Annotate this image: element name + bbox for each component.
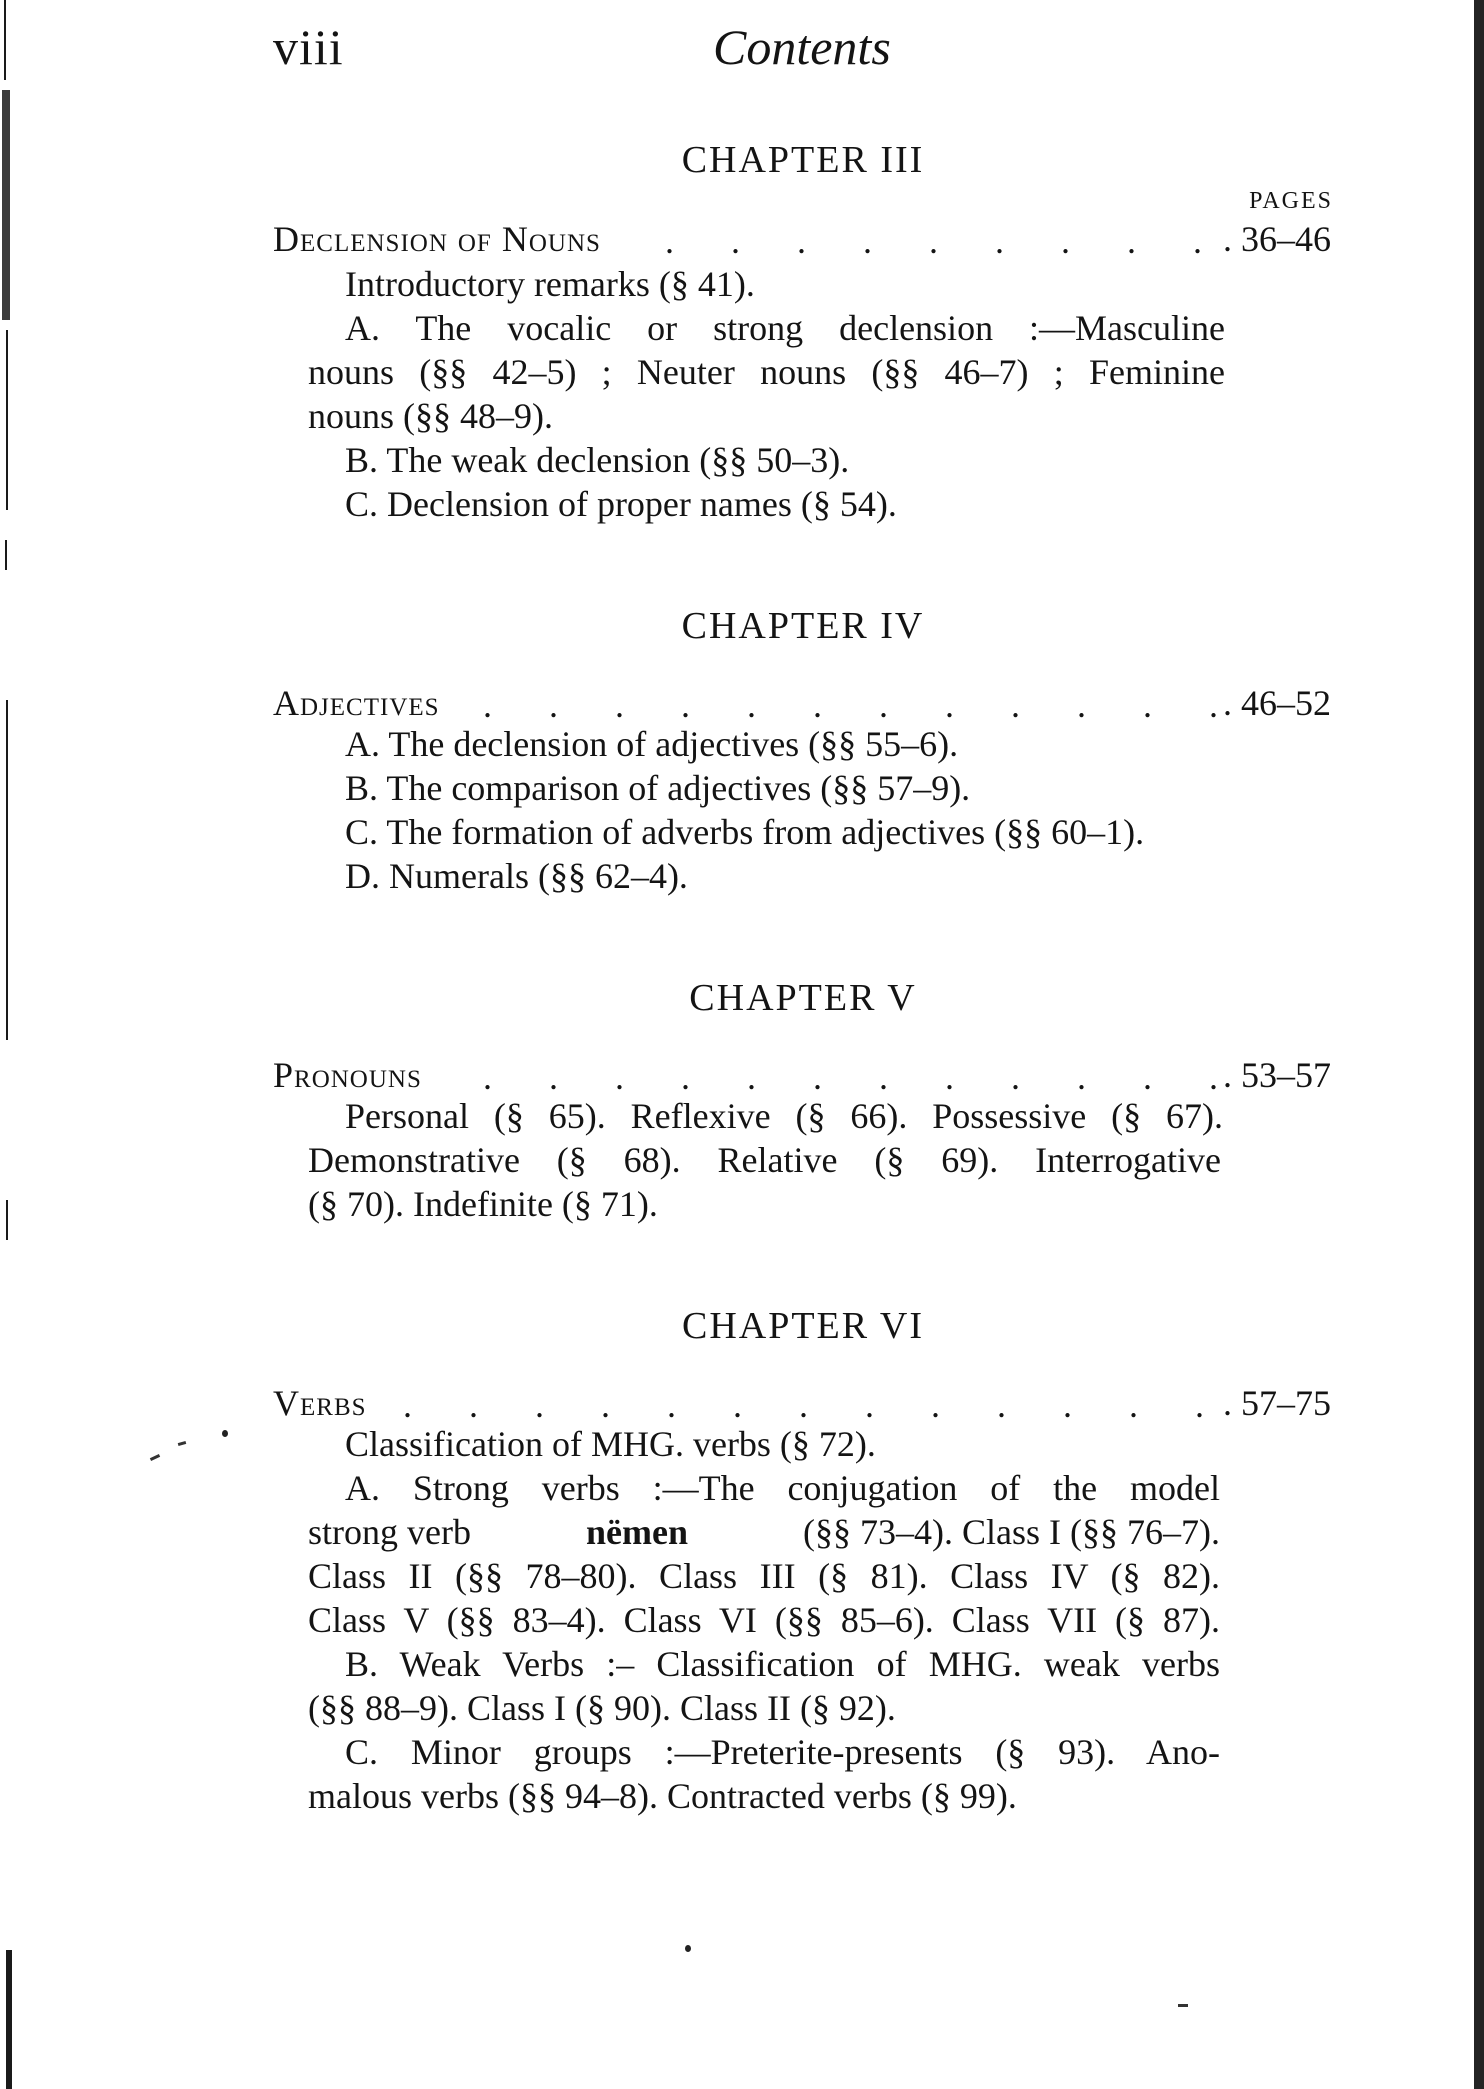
scan-speck — [1178, 2004, 1188, 2007]
contents-line: Personal (§ 65). Reflexive (§ 66). Possessive (§ 67). — [345, 1096, 1223, 1136]
entry-title: Declension of Nouns — [273, 219, 601, 259]
page-range: . 53–57 — [1223, 1055, 1331, 1095]
chapter-heading: CHAPTER IV — [681, 605, 925, 647]
contents-line: A. The vocalic or strong declension :—Masculine — [345, 308, 1225, 348]
page-number: viii — [273, 19, 344, 75]
chapter-heading: CHAPTER V — [689, 977, 917, 1019]
pages-column-label: PAGES — [1249, 188, 1333, 214]
page-range: . 57–75 — [1223, 1383, 1331, 1423]
dot-leaders: . . . . . . . . . . . . — [483, 1057, 1242, 1097]
chapter-heading: CHAPTER VI — [681, 1305, 925, 1347]
contents-line: Introductory remarks (§ 41). — [345, 264, 755, 304]
contents-line: C. The formation of adverbs from adjectives (§§ 60–1). — [345, 812, 1145, 852]
contents-line: nouns (§§ 48–9). — [308, 396, 553, 436]
page-range: . 36–46 — [1223, 219, 1331, 259]
contents-line: Class V (§§ 83–4). Class VI (§§ 85–6). Class VII (§ 87). — [308, 1600, 1220, 1640]
entry-title: Adjectives — [273, 683, 440, 723]
right-scan-edge — [1468, 0, 1484, 2089]
contents-line: nouns (§§ 42–5) ; Neuter nouns (§§ 46–7) ; Feminine — [308, 352, 1225, 392]
contents-line: B. Weak Verbs :– Classification of MHG. weak verbs — [345, 1644, 1220, 1684]
dot-leaders: . . . . . . . . . . . . . — [403, 1385, 1228, 1425]
contents-line: A. The declension of adjectives (§§ 55–6). — [345, 724, 959, 764]
dot-leaders: . . . . . . . . . . . . — [483, 685, 1242, 725]
scan-speck — [222, 1430, 228, 1437]
contents-line: C. Minor groups :—Preterite-presents (§ 93). Ano- — [345, 1732, 1220, 1772]
running-title: Contents — [713, 19, 891, 75]
contents-line — [308, 1510, 1220, 1554]
left-scan-edge — [0, 0, 14, 2089]
contents-line: (§ 70). Indefinite (§ 71). — [308, 1184, 658, 1224]
contents-line: A. Strong verbs :—The conjugation of the model — [345, 1468, 1220, 1508]
model-verb: nëmen — [586, 1512, 688, 1552]
scan-speck — [178, 1441, 187, 1446]
toc-entry — [273, 218, 1331, 266]
contents-line: D. Numerals (§§ 62–4). — [345, 856, 688, 896]
contents-line: Classification of MHG. verbs (§ 72). — [345, 1424, 876, 1464]
contents-line: C. Declension of proper names (§ 54). — [345, 484, 897, 524]
dot-leaders: . . . . . . . . . — [665, 221, 1226, 261]
page-range: . 46–52 — [1223, 683, 1331, 723]
contents-line: B. The comparison of adjectives (§§ 57–9). — [345, 768, 971, 808]
entry-title: Pronouns — [273, 1055, 422, 1095]
scan-speck — [150, 1454, 160, 1461]
running-head — [273, 18, 1333, 88]
contents-text: strong verb — [308, 1512, 471, 1552]
contents-line: (§§ 88–9). Class I (§ 90). Class II (§ 92). — [308, 1688, 896, 1728]
scan-speck — [685, 1945, 691, 1952]
contents-line: Demonstrative (§ 68). Relative (§ 69). Interrogative — [308, 1140, 1221, 1180]
chapter-heading: CHAPTER III — [681, 139, 925, 181]
contents-line: Class II (§§ 78–80). Class III (§ 81). Class IV (§ 82). — [308, 1556, 1220, 1596]
contents-line: malous verbs (§§ 94–8). Contracted verbs (§ 99). — [308, 1776, 1017, 1816]
contents-line: B. The weak declension (§§ 50–3). — [345, 440, 850, 480]
entry-title: Verbs — [273, 1383, 367, 1423]
contents-text: (§§ 73–4). Class I (§§ 76–7). — [803, 1512, 1220, 1552]
